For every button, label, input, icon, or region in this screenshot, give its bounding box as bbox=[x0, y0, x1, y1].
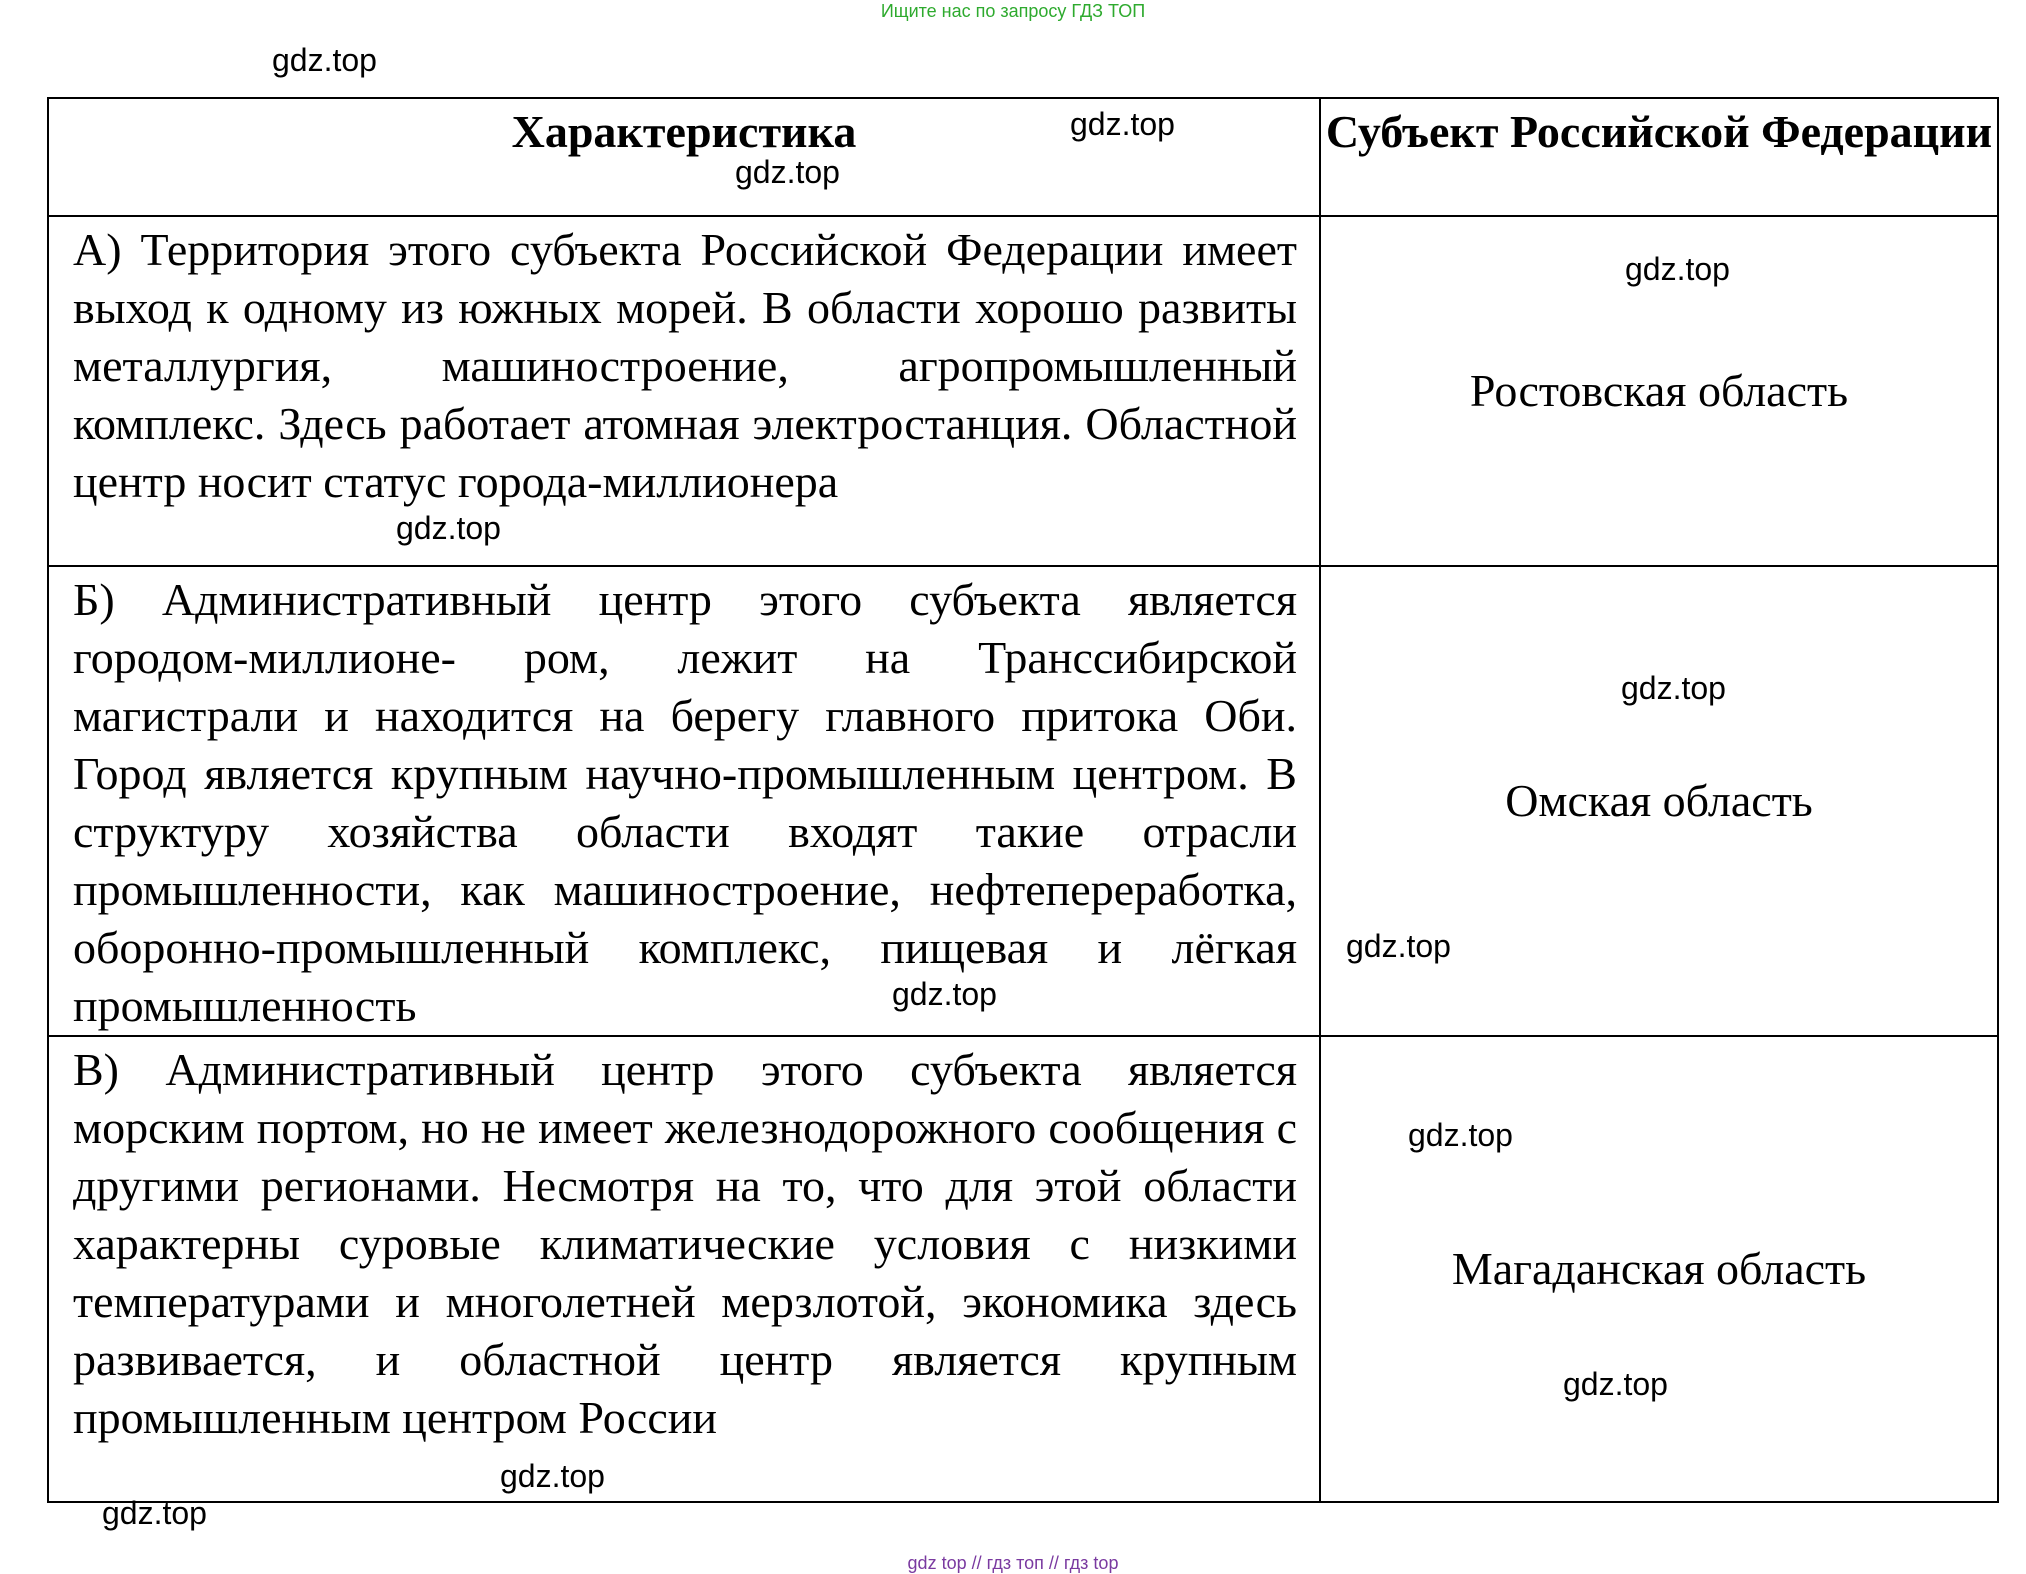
table-row bbox=[48, 1036, 1998, 1502]
footer-links: gdz top // гдз топ // гдз top bbox=[907, 1553, 1119, 1573]
row-c-answer: Магаданская область bbox=[1320, 1036, 1998, 1502]
watermark: gdz.top bbox=[735, 154, 840, 190]
top-banner: Ищите нас по запросу ГДЗ ТОП bbox=[880, 1, 1146, 21]
watermark: gdz.top bbox=[892, 976, 997, 1012]
table-row bbox=[48, 566, 1998, 1036]
watermark: gdz.top bbox=[1621, 670, 1726, 706]
row-c-description: В) Административный центр этого субъекта является морским портом, но не имеет железнодорожного сообщения с другими регионами. Несмотря на то, что для этой области характерны суровые климатические условия с низкими температурами и многолетней мерзлотой, экономика здесь развивается, и областной центр является крупным промышленным центром России bbox=[48, 1036, 1320, 1502]
watermark: gdz.top bbox=[272, 42, 377, 78]
header-subject: Субъект Российской Федерации bbox=[1320, 98, 1998, 216]
watermark: gdz.top bbox=[1408, 1117, 1513, 1153]
watermark: gdz.top bbox=[396, 510, 501, 546]
row-a-description: А) Территория этого субъекта Российской Федерации имеет выход к одному из южных морей. В области хорошо развиты металлургия, машиностроение, агропромышленный комплекс. Здесь работает атомная электростанция. Областной центр носит статус города-миллионера bbox=[48, 216, 1320, 566]
header-characteristic: Характеристика bbox=[48, 98, 1320, 216]
task-table bbox=[47, 97, 1999, 1503]
watermark: gdz.top bbox=[1070, 106, 1175, 142]
watermark: gdz.top bbox=[1563, 1366, 1668, 1402]
row-a-answer: Ростовская область bbox=[1320, 216, 1998, 566]
row-b-answer: Омская область bbox=[1320, 566, 1998, 1036]
watermark: gdz.top bbox=[102, 1495, 207, 1531]
row-b-description: Б) Административный центр этого субъекта является городом-миллионе- ром, лежит на Транссибирской магистрали и находится на берегу главного притока Оби. Город является крупным научно-промышленным центром. В структуру хозяйства области входят такие отрасли промышленности, как машиностроение, нефтепереработка, оборонно-промышленный комплекс, пищевая и лёгкая промышленность bbox=[48, 566, 1320, 1036]
watermark: gdz.top bbox=[1346, 928, 1451, 964]
watermark: gdz.top bbox=[500, 1458, 605, 1494]
watermark: gdz.top bbox=[1625, 251, 1730, 287]
